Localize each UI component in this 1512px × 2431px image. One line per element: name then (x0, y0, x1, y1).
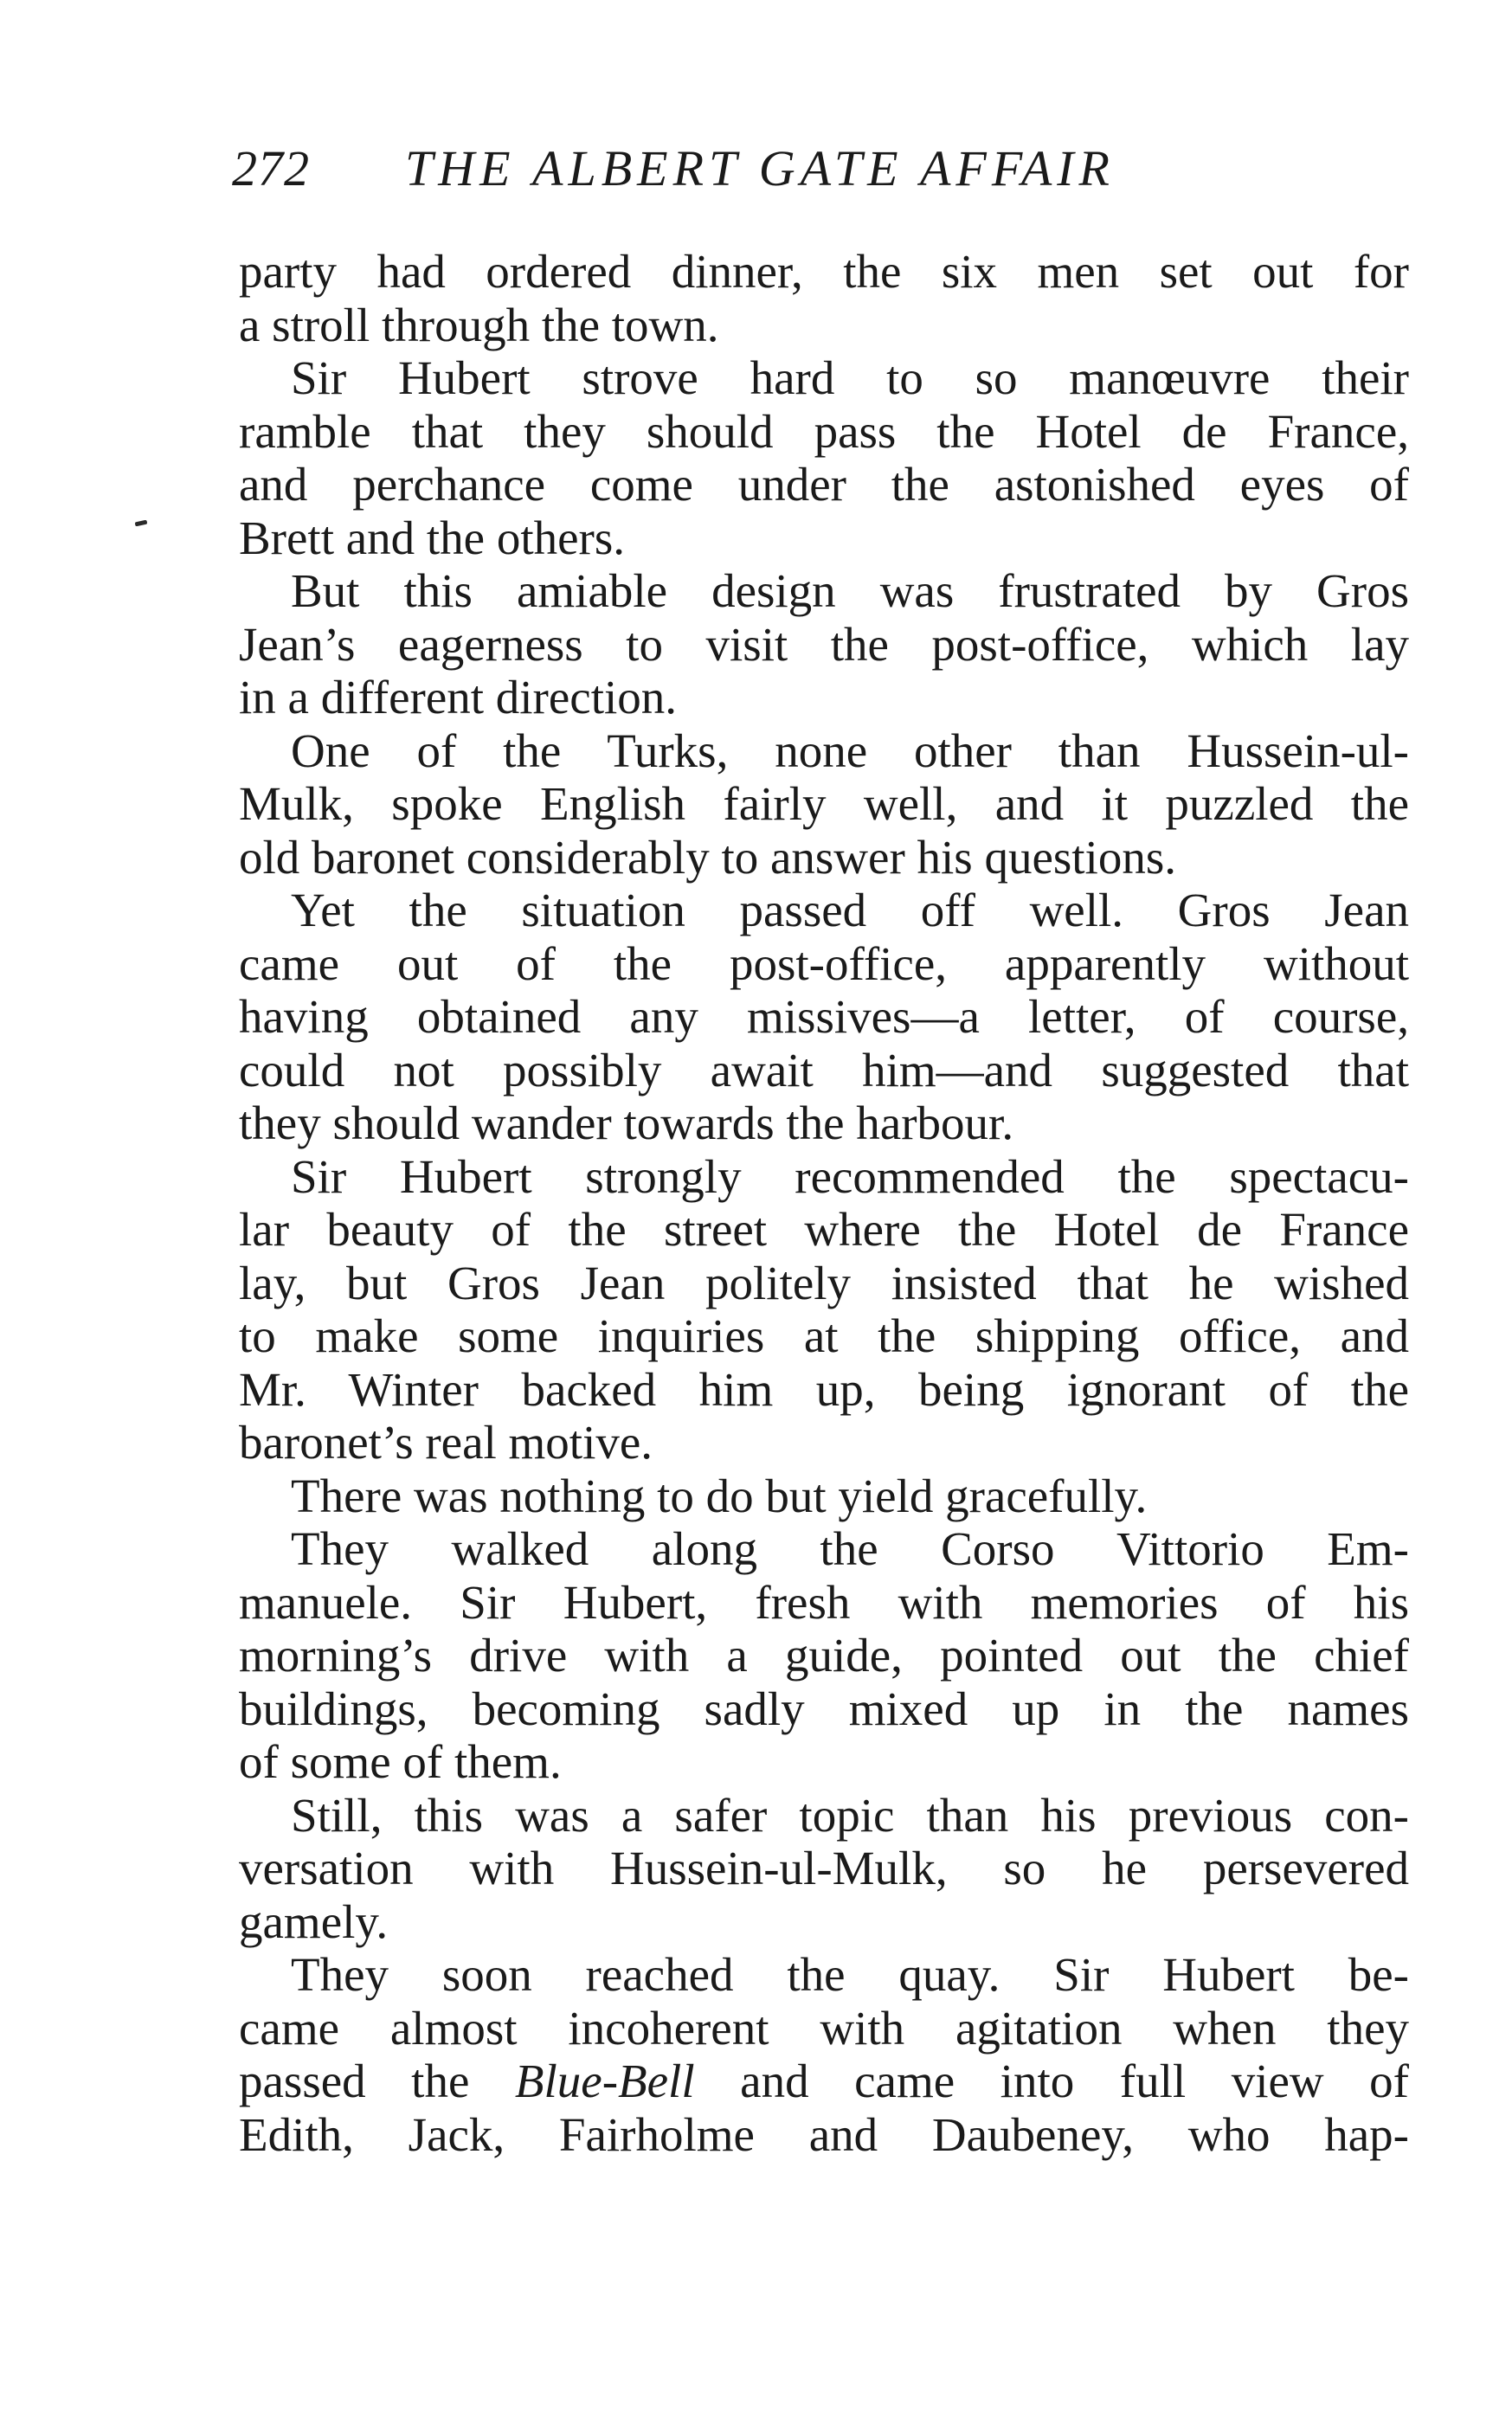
page-number: 272 (232, 140, 310, 196)
paragraph (239, 724, 1409, 884)
paragraph (239, 1150, 1409, 1470)
text-line: They soon reached the quay. Sir Hubert be- (291, 1948, 1409, 2001)
text-segment: and came into full view of (694, 2055, 1409, 2107)
text-line: Edith, Jack, Fairholme and Daubeney, who hap- (239, 2107, 1409, 2161)
text-segment: passed the (239, 2055, 515, 2107)
text-line: old baronet considerably to answer his questions. (239, 830, 1176, 884)
body-text (239, 245, 1409, 2161)
text-line: But this amiable design was frustrated by Gros (291, 564, 1409, 617)
text-line: Yet the situation passed off well. Gros Jean (291, 884, 1409, 936)
text-line: of some of them. (239, 1735, 562, 1788)
paragraph (239, 564, 1409, 724)
text-line: Still, this was a safer topic than his previous con- (291, 1788, 1409, 1842)
text-line: Sir Hubert strove hard to so manœuvre their (291, 351, 1409, 404)
text-line: manuele. Sir Hubert, fresh with memories of his (239, 1575, 1409, 1629)
text-line: versation with Hussein-ul-Mulk, so he persevered (239, 1842, 1409, 1894)
running-title: THE ALBERT GATE AFFAIR (405, 140, 1115, 196)
text-line: lay, but Gros Jean politely insisted that he wished (239, 1256, 1409, 1309)
paragraph (239, 1470, 1409, 1523)
text-line: having obtained any missives—a letter, of course, (239, 990, 1409, 1043)
text-line: could not possibly await him—and suggested that (239, 1043, 1409, 1097)
text-line: and perchance come under the astonished eyes of (239, 458, 1409, 511)
text-line: a stroll through the town. (239, 298, 719, 351)
text-line: gamely. (239, 1894, 389, 1948)
text-line: There was nothing to do but yield gracefully. (291, 1469, 1148, 1522)
text-line (239, 2055, 1409, 2108)
running-head (232, 138, 1409, 199)
margin-mark (135, 520, 148, 527)
paragraph (239, 1948, 1409, 2161)
vessel-name: Blue-Bell (514, 2055, 695, 2107)
text-line: buildings, becoming sadly mixed up in the names (239, 1682, 1409, 1735)
text-line: Mr. Winter backed him up, being ignorant of the (239, 1362, 1409, 1416)
text-line: morning’s drive with a guide, pointed out the chief (239, 1629, 1409, 1682)
text-line: lar beauty of the street where the Hotel de France (239, 1203, 1409, 1256)
text-line: Sir Hubert strongly recommended the spectacu- (291, 1149, 1409, 1203)
paragraph (239, 351, 1409, 564)
text-line: Mulk, spoke English fairly well, and it puzzled the (239, 777, 1409, 830)
text-line: to make some inquiries at the shipping office, and (239, 1309, 1409, 1362)
paragraph (239, 1789, 1409, 1949)
text-line: came out of the post-office, apparently without (239, 936, 1409, 990)
text-line: ramble that they should pass the Hotel de France, (239, 404, 1409, 458)
text-line: they should wander towards the harbour. (239, 1097, 1014, 1149)
text-line: baronet’s real motive. (239, 1416, 653, 1469)
text-line: came almost incoherent with agitation when they (239, 2001, 1409, 2055)
text-line: Jean’s eagerness to visit the post-office, which lay (239, 617, 1409, 671)
text-line: in a different direction. (239, 671, 678, 724)
text-line: They walked along the Corso Vittorio Em- (291, 1522, 1409, 1575)
text-line: party had ordered dinner, the six men set out for (239, 245, 1409, 298)
text-line: Brett and the others. (239, 511, 625, 564)
paragraph (239, 245, 1409, 351)
text-line: One of the Turks, none other than Hussein-ul- (291, 724, 1409, 777)
paragraph (239, 884, 1409, 1150)
paragraph (239, 1522, 1409, 1789)
